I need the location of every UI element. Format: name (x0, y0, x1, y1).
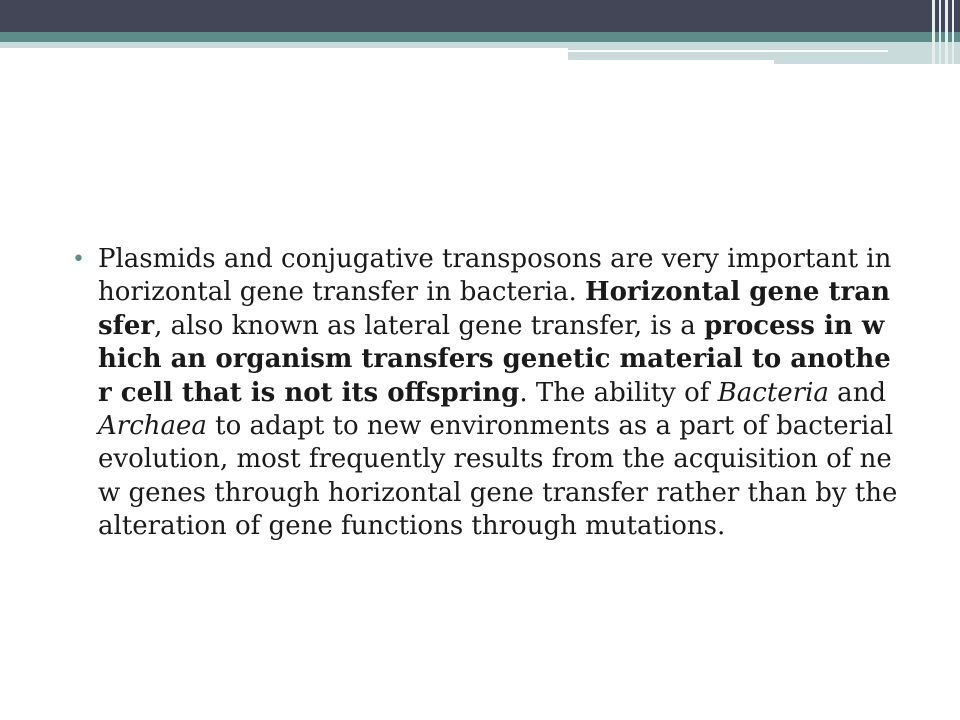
header-band-teal (0, 32, 960, 42)
paragraph-italic-taxon: Bacteria (717, 377, 829, 408)
paragraph-italic-taxon: Archaea (98, 411, 207, 442)
bullet-list-item (72, 243, 902, 544)
bullet-paragraph (98, 243, 902, 544)
header-vertical-stripe (932, 0, 935, 64)
paragraph-bold-term: Horizontal gene transfer (98, 277, 890, 341)
header-vertical-stripe (945, 0, 948, 64)
bullet-dot-icon: • (72, 247, 85, 272)
header-vertical-stripe (939, 0, 941, 64)
paragraph-bold-definition: process in which an organism transfers genetic material to another cell that is not its offspring (98, 310, 891, 408)
header-vertical-stripe (952, 0, 954, 64)
header-band-dark (0, 0, 960, 32)
slide-body (72, 243, 902, 544)
paragraph-text: and (828, 377, 887, 408)
paragraph-text: Plasmids and conjugative transposons are very important in horizontal gene transfer in bacteria. (98, 244, 892, 308)
paragraph-text: , also known as lateral gene transfer, is a (154, 310, 705, 341)
header-band-line-short (568, 60, 774, 64)
header-band-line (568, 50, 888, 52)
paragraph-text: . The ability of (519, 377, 718, 408)
paragraph-text: to adapt to new environments as a part of bacterial evolution, most frequently results from the acquisition of new genes through horizontal gene transfer rather than by the alteration of gene functions through mutations. (98, 411, 898, 542)
